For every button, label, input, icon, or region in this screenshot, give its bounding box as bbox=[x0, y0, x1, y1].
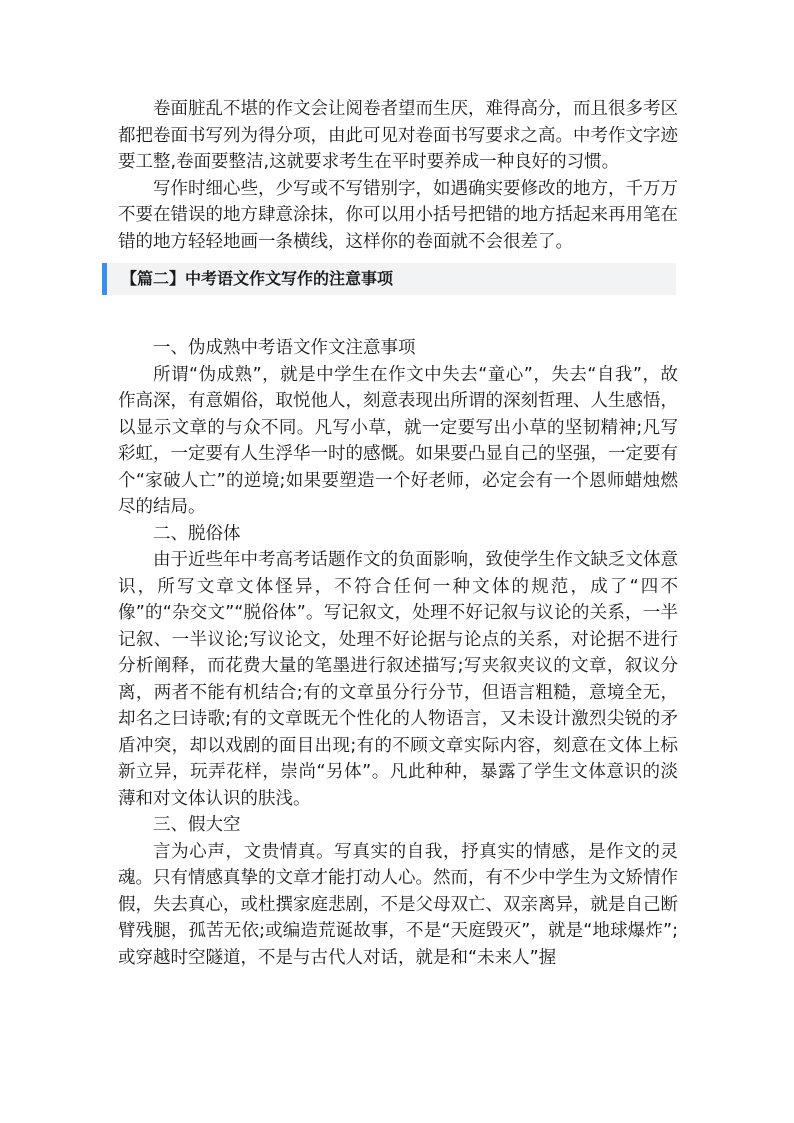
section-heading bbox=[102, 263, 676, 295]
subsection-title: 三、假大空 bbox=[153, 815, 241, 835]
paragraph: 言为心声，文贵情真。写真实的自我，抒真实的情感，是作文的灵魂。只有情感真挚的文章才能打动人心。然而，有不少中学生为文矫情作假，失去真心，或杜撰家庭悲剧，不是父母双亡、双亲离异，就是自己断臂残腿，孤苦无依;或编造荒诞故事，不是“天庭毁灭”，就是“地球爆炸”;或穿越时空隧道，不是与古代人对话，就是和“未来人”握 bbox=[118, 841, 678, 968]
paragraph: 所谓“伪成熟”，就是中学生在作文中失去“童心”，失去“自我”，故作高深，有意媚俗，取悦他人，刻意表现出所谓的深刻哲理、人生感悟，以显示文章的与众不同。凡写小草，就一定要写出小草的坚韧精神;凡写彩虹，一定要有人生浮华一时的感慨。如果要凸显自己的坚强，一定要有个“家破人亡”的逆境;如果要塑造一个好老师，必定会有一个恩师蜡烛燃尽的结局。 bbox=[118, 364, 678, 517]
section-heading-text: 【篇二】中考语文作文写作的注意事项 bbox=[121, 269, 394, 288]
paragraph: 卷面脏乱不堪的作文会让阅卷者望而生厌，难得高分，而且很多考区都把卷面书写列为得分项，由此可见对卷面书写要求之高。中考作文字迹要工整,卷面要整洁,这就要求考生在平时要养成一种良好的习惯。 bbox=[118, 99, 678, 172]
intro-text bbox=[118, 96, 678, 255]
paragraph: 写作时细心些，少写或不写错别字，如遇确实要修改的地方，千万万不要在错误的地方肆意涂抹，你可以用小括号把错的地方括起来再用笔在错的地方轻轻地画一条横线，这样你的卷面就不会很差了。 bbox=[118, 178, 678, 252]
subsection-title: 一、伪成熟中考语文作文注意事项 bbox=[153, 338, 416, 358]
subsection-title: 二、脱俗体 bbox=[153, 523, 241, 544]
section-body bbox=[118, 335, 678, 971]
paragraph: 由于近些年中考高考话题作文的负面影响，致使学生作文缺乏文体意识，所写文章文体怪异，不符合任何一种文体的规范，成了“四不像”的“杂交文”“脱俗体”。写记叙文，处理不好记叙与议论的关系，一半记叙、一半议论;写议论文，处理不好论据与论点的关系，对论据不进行分析阐释，而花费大量的笔墨进行叙述描写;写夹叙夹议的文章，叙议分离，两者不能有机结合;有的文章虽分行分节，但语言粗糙，意境全无，却名之曰诗歌;有的文章既无个性化的人物语言，又未设计激烈尖锐的矛盾冲突，却以戏剧的面目出现;有的不顾文章实际内容，刻意在文体上标新立异，玩弄花样，崇尚“另体”。凡此种种，暴露了学生文体意识的淡薄和对文体认识的肤浅。 bbox=[118, 550, 678, 809]
